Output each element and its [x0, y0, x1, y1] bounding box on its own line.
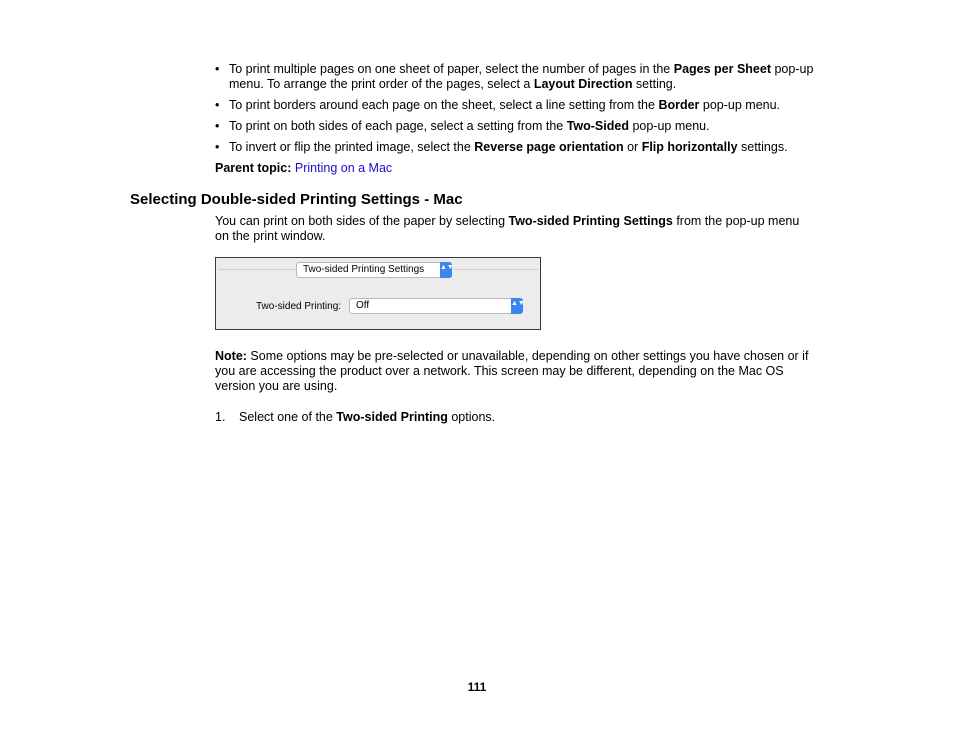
step-1: 1. Select one of the Two-sided Printing options. — [215, 410, 496, 424]
bullet-symbol: • — [215, 98, 220, 112]
popup-stepper-icon: ▲▼ — [440, 262, 452, 278]
bullet-reverse-flip: • To invert or flip the printed image, select the Reverse page orientation or Flip horizontally settings. — [215, 140, 788, 154]
settings-popup-value: Two-sided Printing Settings — [303, 264, 425, 275]
note-label: Note: — [215, 349, 247, 363]
section-intro: You can print on both sides of the paper by selecting Two-sided Printing Settings from the pop-up menu on the print window. — [215, 214, 800, 243]
two-sided-printing-value: Off — [356, 300, 370, 311]
bullet-border: • To print borders around each page on the sheet, select a line setting from the Border pop-up menu. — [215, 98, 781, 112]
two-sided-printing-label: Two-sided Printing: — [256, 301, 342, 312]
bullet-symbol: • — [215, 119, 220, 133]
settings-popup-menu[interactable] — [296, 262, 452, 278]
note — [215, 349, 815, 394]
print-dialog-screenshot — [215, 257, 541, 330]
section-heading: Selecting Double-sided Printing Settings - Mac — [130, 191, 463, 208]
bullet-pages-per-sheet: • To print multiple pages on one sheet of paper, select the number of pages in the Pages per Sheet pop-up menu. To arrange the print order of the pages, select a Layout Direction setting. — [215, 62, 814, 91]
parent-topic — [215, 161, 392, 176]
note-text: Some options may be pre-selected or unavailable, depending on other settings you have chosen or if you are accessing the product over a network. This screen may be different, depending on the Mac OS version you are using. — [215, 349, 809, 393]
bullet-list — [215, 62, 835, 161]
bullet-symbol: • — [215, 140, 220, 154]
divider — [454, 269, 538, 270]
bullet-symbol: • — [215, 62, 220, 76]
divider — [218, 269, 296, 270]
parent-topic-label: Parent topic: — [215, 161, 292, 175]
page-number: 111 — [467, 680, 487, 694]
parent-topic-link[interactable]: Printing on a Mac — [294, 161, 393, 175]
step-number: 1. — [215, 410, 226, 424]
popup-stepper-icon: ▲▼ — [511, 298, 523, 314]
two-sided-printing-popup[interactable] — [349, 298, 523, 314]
bullet-two-sided: • To print on both sides of each page, select a setting from the Two-Sided pop-up menu. — [215, 119, 710, 133]
